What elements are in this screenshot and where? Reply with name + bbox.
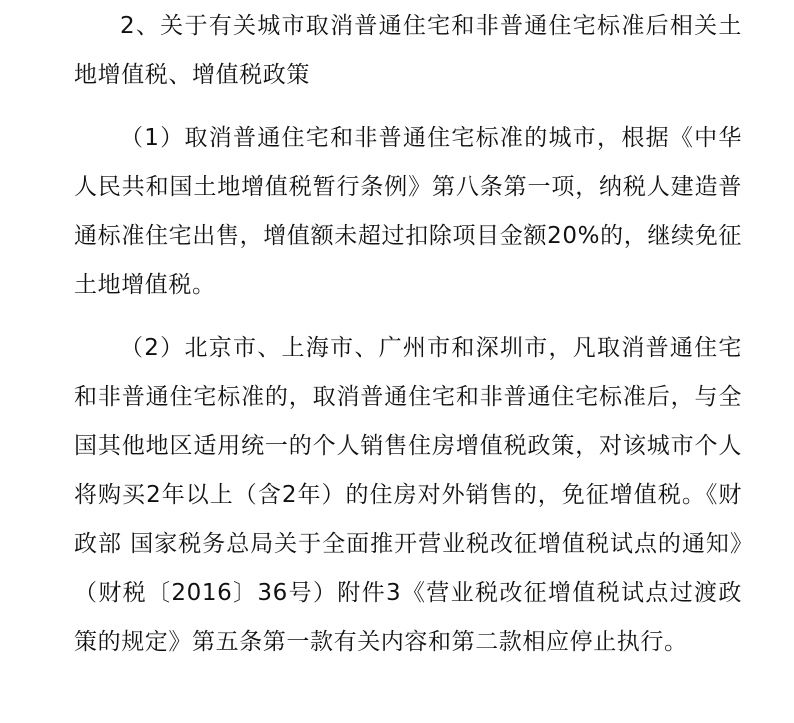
section-heading: 2、关于有关城市取消普通住宅和非普通住宅标准后相关土地增值税、增值税政策 xyxy=(74,13,742,88)
paragraph-item-2: （2）北京市、上海市、广州市和深圳市，凡取消普通住宅和非普通住宅标准的，取消普通住宅和非普通住宅标准后，与全国其他地区适用统一的个人销售住房增值税政策，对该城市个人将购买2年以上（含2年）的住房对外销售的，免征增值税。《财政部 国家税务总局关于全面推开营业税改征增值税试点的通知》（财税〔2016〕36号）附件3《营业税改征增值税试点过渡政策的规定》第五条第一款有关内容和第二款相应停止执行。 xyxy=(74,335,742,655)
paragraph-item-1: （1）取消普通住宅和非普通住宅标准的城市，根据《中华人民共和国土地增值税暂行条例》第八条第一项，纳税人建造普通标准住宅出售，增值额未超过扣除项目金额20%的，继续免征土地增值税。 xyxy=(74,125,742,298)
